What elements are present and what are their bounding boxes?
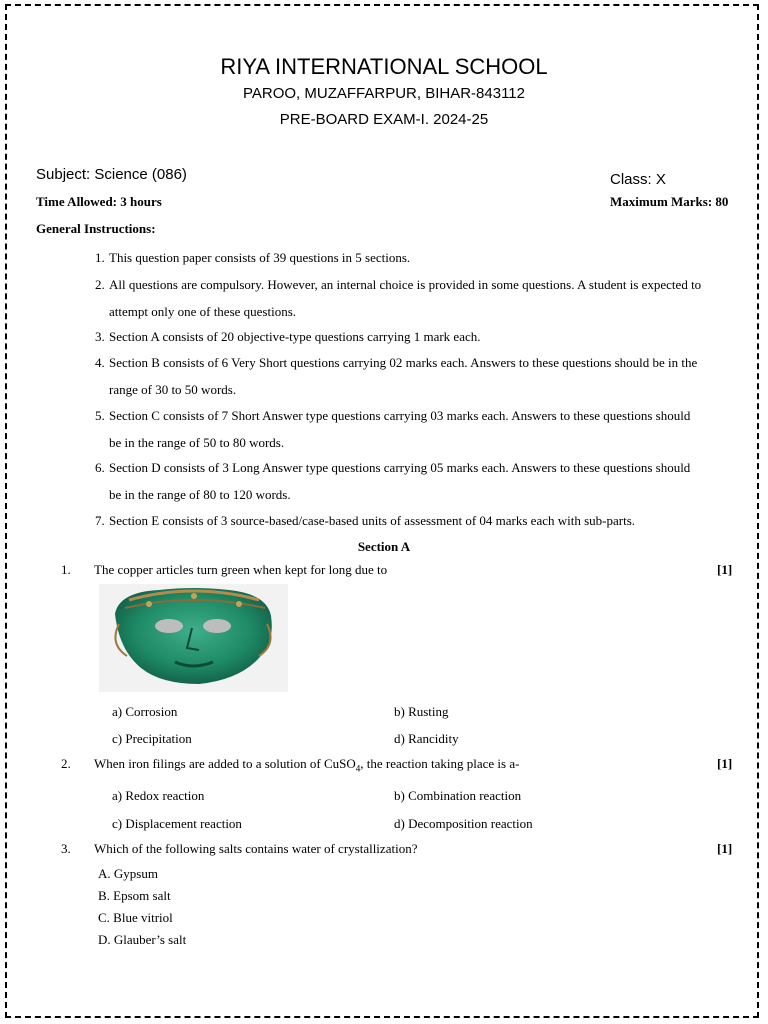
instruction-5: 5. Section C consists of 7 Short Answer type questions carrying 03 marks each. Answers to these questions should be in the range of 50 to 80 words. (95, 408, 691, 450)
q1-option-c: c) Precipitation (112, 731, 192, 746)
copper-mask-image (99, 584, 288, 692)
instruction-2: 2. All questions are compulsory. However, an internal choice is provided in some questions. A student is expected to attempt only one of these questions. (95, 277, 702, 319)
question-2-number: 2. (61, 756, 71, 771)
question-1-text: The copper articles turn green when kept for long due to (94, 562, 388, 577)
question-1-number: 1. (61, 562, 71, 577)
subject-label: Subject: Science (086) (36, 166, 187, 183)
question-2-marks: [1] (717, 756, 733, 771)
instruction-1: 1. This question paper consists of 39 questions in 5 sections. (95, 250, 411, 265)
school-name: RIYA INTERNATIONAL SCHOOL (220, 54, 548, 79)
q2-option-b: b) Combination reaction (394, 788, 522, 803)
time-allowed: Time Allowed: 3 hours (36, 194, 162, 209)
question-3-marks: [1] (717, 841, 733, 856)
q2-option-c: c) Displacement reaction (112, 816, 242, 831)
instruction-7: 7. Section E consists of 3 source-based/case-based units of assessment of 04 marks each with sub-parts. (95, 513, 636, 528)
class-label: Class: X (610, 171, 666, 188)
exam-title: PRE-BOARD EXAM-I. 2024-25 (279, 111, 489, 128)
instruction-4: 4. Section B consists of 6 Very Short questions carrying 02 marks each. Answers to these questions should be in the range of 30 to 50 words. (95, 355, 698, 397)
maximum-marks: Maximum Marks: 80 (610, 194, 729, 209)
q3-option-b: B. Epsom salt (98, 888, 171, 903)
q3-option-c: C. Blue vitriol (98, 910, 173, 925)
q2-option-a: a) Redox reaction (112, 788, 205, 803)
section-a-title: Section A (357, 539, 411, 554)
q1-option-a: a) Corrosion (112, 704, 178, 719)
q1-option-b: b) Rusting (394, 704, 449, 719)
instruction-3: 3. Section A consists of 20 objective-type questions carrying 1 mark each. (95, 329, 481, 344)
instructions-title: General Instructions: (36, 221, 156, 236)
question-3-text: Which of the following salts contains water of crystallization? (94, 841, 418, 856)
question-3-number: 3. (61, 841, 71, 856)
q3-option-d: D. Glauber’s salt (98, 932, 187, 947)
q3-option-a: A. Gypsum (98, 866, 158, 881)
school-address: PAROO, MUZAFFARPUR, BIHAR-843112 (242, 85, 525, 102)
question-1-marks: [1] (717, 562, 733, 577)
q2-option-d: d) Decomposition reaction (394, 816, 533, 831)
q1-option-d: d) Rancidity (394, 731, 459, 746)
question-2-text: When iron filings are added to a solution of CuSO$_4$, the reaction taking place is a- (94, 756, 520, 774)
instruction-6: 6. Section D consists of 3 Long Answer type questions carrying 05 marks each. Answers to these questions should be in the range of 80 to 120 words. (95, 460, 691, 502)
